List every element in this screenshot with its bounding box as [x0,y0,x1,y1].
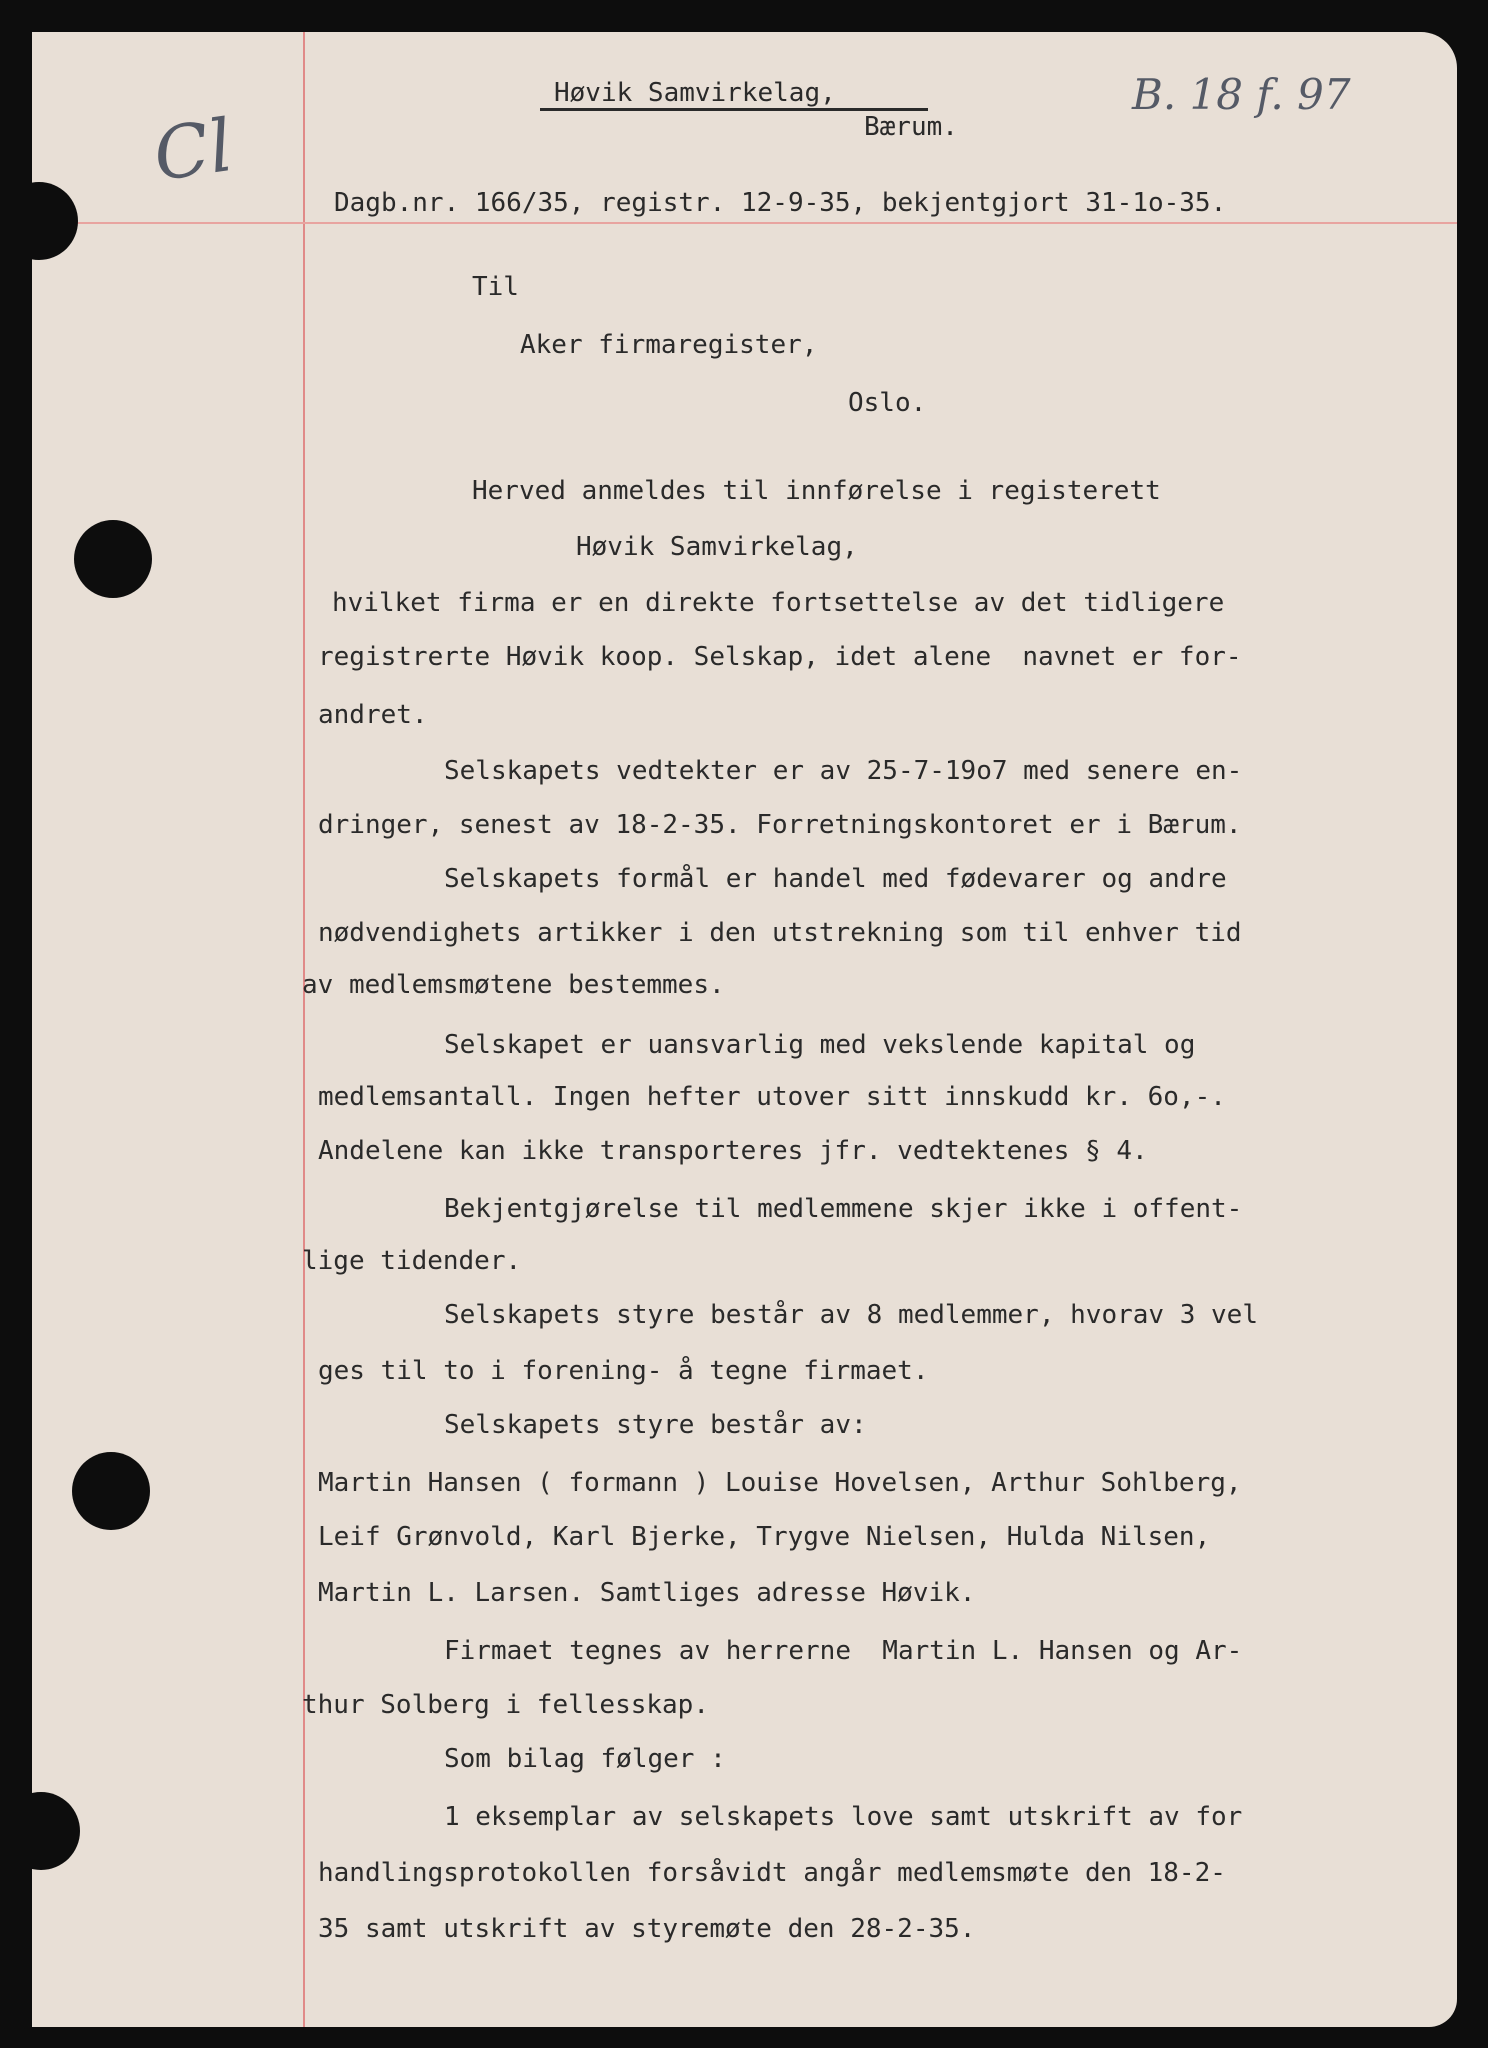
address-city: Oslo. [848,388,927,418]
body-line-5: andret. [318,700,428,730]
body-line-6: Selskapets vedtekter er av 25-7-19o7 med senere en- [444,756,1243,786]
body-line-26: handlingsprotokollen forsåvidt angår medlemsmøte den 18-2- [318,1858,1226,1888]
body-line-27: 35 samt utskrift av styremøte den 28-2-35. [318,1914,976,1944]
body-line-17: ges til to i forening- å tegne firmaet. [318,1356,929,1386]
body-line-18: Selskapets styre består av: [444,1410,867,1440]
handwritten-initials: Cl [148,102,238,198]
body-line-13: Andelene kan ikke transporteres jfr. vedtektenes § 4. [318,1136,1148,1166]
body-line-1: Herved anmeldes til innførelse i registerett [472,476,1161,506]
journal-line: Dagb.nr. 166/35, registr. 12-9-35, bekjentgjort 31-1o-35. [334,188,1227,218]
body-line-22: Firmaet tegnes av herrerne Martin L. Hansen og Ar- [444,1636,1243,1666]
body-line-14: Bekjentgjørelse til medlemmene skjer ikke i offent- [444,1194,1243,1224]
body-line-23: thur Solberg i fellesskap. [302,1690,709,1720]
punch-hole-2 [74,520,152,598]
body-line-12: medlemsantall. Ingen hefter utover sitt innskudd kr. 6o,-. [318,1082,1226,1112]
document-page [32,32,1457,2027]
margin-rule [303,32,305,2027]
body-line-7: dringer, senest av 18-2-35. Forretningskontoret er i Bærum. [318,810,1242,840]
body-line-21: Martin L. Larsen. Samtliges adresse Høvik. [318,1578,976,1608]
body-line-10: av medlemsmøtene bestemmes. [302,970,725,1000]
body-line-11: Selskapet er uansvarlig med vekslende kapital og [444,1030,1196,1060]
header-underline [540,108,928,111]
punch-hole-4 [32,1792,80,1870]
body-line-8: Selskapets formål er handel med fødevarer og andre [444,864,1227,894]
body-line-9: nødvendighets artikker i den utstrekning som til enhver tid [318,918,1242,948]
body-line-15: lige tidender. [302,1246,522,1276]
body-line-19: Martin Hansen ( formann ) Louise Hovelsen, Arthur Sohlberg, [318,1468,1242,1498]
body-line-4: registrerte Høvik koop. Selskap, idet alene navnet er for- [318,642,1242,672]
header-rule [32,222,1457,224]
handwritten-reference: B. 18 f. 97 [1132,70,1351,119]
body-line-3: hvilket firma er en direkte fortsettelse av det tidligere [332,588,1225,618]
body-line-2: Høvik Samvirkelag, [576,532,858,562]
header-place: Bærum. [864,112,958,142]
body-line-24: Som bilag følger : [444,1744,726,1774]
address-to: Til [472,272,519,302]
punch-hole-3 [72,1452,150,1530]
body-line-16: Selskapets styre består av 8 medlemmer, hvorav 3 vel [444,1300,1258,1330]
header-org: Høvik Samvirkelag, [554,78,836,108]
punch-hole-1 [32,182,78,260]
address-recipient: Aker firmaregister, [520,330,818,360]
body-line-25: 1 eksemplar av selskapets love samt utskrift av for [444,1802,1243,1832]
body-line-20: Leif Grønvold, Karl Bjerke, Trygve Nielsen, Hulda Nilsen, [318,1522,1211,1552]
